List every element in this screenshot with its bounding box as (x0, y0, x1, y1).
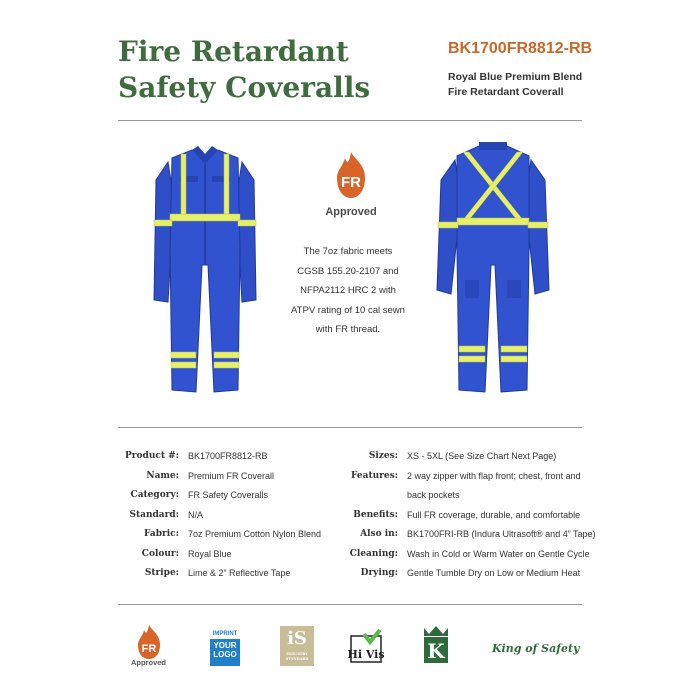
specs-top-divider (118, 427, 582, 428)
spec-value: Full FR coverage, durable, and comfortable (407, 509, 581, 520)
page-title (118, 34, 370, 106)
fr-logo-label: Approved (131, 658, 167, 667)
spec-value: BK1700FR8812-RB (188, 451, 268, 461)
coverall-back-image (433, 140, 553, 400)
spec-label: Colour: (141, 548, 179, 559)
spec-value: Lime & 2” Reflective Tape (188, 568, 291, 578)
spec-value: Royal Blue (188, 548, 232, 559)
description-line: ATPV rating of 10 cal sewn (291, 304, 405, 316)
fr-approved-label: Approved (325, 206, 377, 218)
spec-value: FR Safety Coveralls (188, 490, 269, 500)
spec-value: Wash in Cold or Warm Water on Gentle Cycle (407, 548, 590, 559)
industry-standard-icon: iS INDUSTRY STANDARD (280, 626, 314, 666)
description-line: The 7oz fabric meets (303, 246, 393, 257)
spec-value: Premium FR Coverall (188, 470, 275, 481)
spec-label: Product #: (125, 451, 179, 461)
king-of-safety-brand: King of Safety (492, 642, 580, 655)
spec-value: N/A (188, 509, 204, 520)
description-line: NFPA2112 HRC 2 with (300, 285, 396, 296)
spec-label: Standard: (129, 509, 179, 520)
spec-label: Drying: (360, 568, 398, 578)
subtitle-line-1: Royal Blue Premium Blend (448, 71, 583, 83)
svg-text:Hi Vis: Hi Vis (347, 648, 385, 661)
spec-value: BK1700FRI-RB (Indura Ultrasoft® and 4” Tape) (407, 529, 596, 539)
spec-label: Stripe: (144, 568, 179, 578)
king-of-safety-crown-icon (422, 624, 450, 664)
fabric-description (270, 242, 426, 340)
title-line-2: Safety Coveralls (118, 71, 371, 104)
product-code-heading: BK1700FR8812-RB (448, 40, 593, 57)
imprint-your-logo-icon: IMPRINT YOUR LOGO (210, 630, 240, 666)
description-line: with FR thread. (315, 324, 381, 335)
svg-text:K: K (427, 639, 445, 663)
fr-flame-icon (331, 150, 371, 200)
subtitle-line-2: Fire Retardant Coverall (448, 86, 564, 98)
spec-label: Category: (130, 490, 179, 500)
spec-label: Also in: (360, 529, 398, 539)
spec-label: Name: (146, 470, 179, 481)
header-divider (118, 120, 582, 121)
fr-approved-logo-icon (134, 624, 164, 660)
spec-value: Gentle Tumble Dry on Low or Medium Heat (407, 568, 581, 578)
svg-text:FR: FR (141, 643, 157, 655)
description-line: CGSB 155.20-2107 and (297, 265, 399, 277)
spec-label: Benefits: (353, 509, 398, 520)
svg-text:FR: FR (341, 174, 361, 191)
coverall-front-image (150, 140, 260, 400)
spec-label: Features: (350, 470, 398, 481)
spec-label: Sizes: (368, 451, 398, 461)
title-line-1: Fire Retardant (118, 35, 349, 68)
fr-approved-badge (322, 150, 380, 218)
hi-vis-icon (347, 628, 385, 664)
spec-label: Fabric: (144, 529, 179, 539)
spec-value: 7oz Premium Cotton Nylon Blend (188, 529, 322, 539)
spec-label: Cleaning: (349, 548, 398, 559)
product-subtitle (448, 70, 582, 100)
spec-value: XS - 5XL (See Size Chart Next Page) (407, 451, 557, 461)
specs-bottom-divider (118, 604, 582, 605)
spec-value: 2 way zipper with flap front; chest, front and back pockets (407, 470, 581, 500)
